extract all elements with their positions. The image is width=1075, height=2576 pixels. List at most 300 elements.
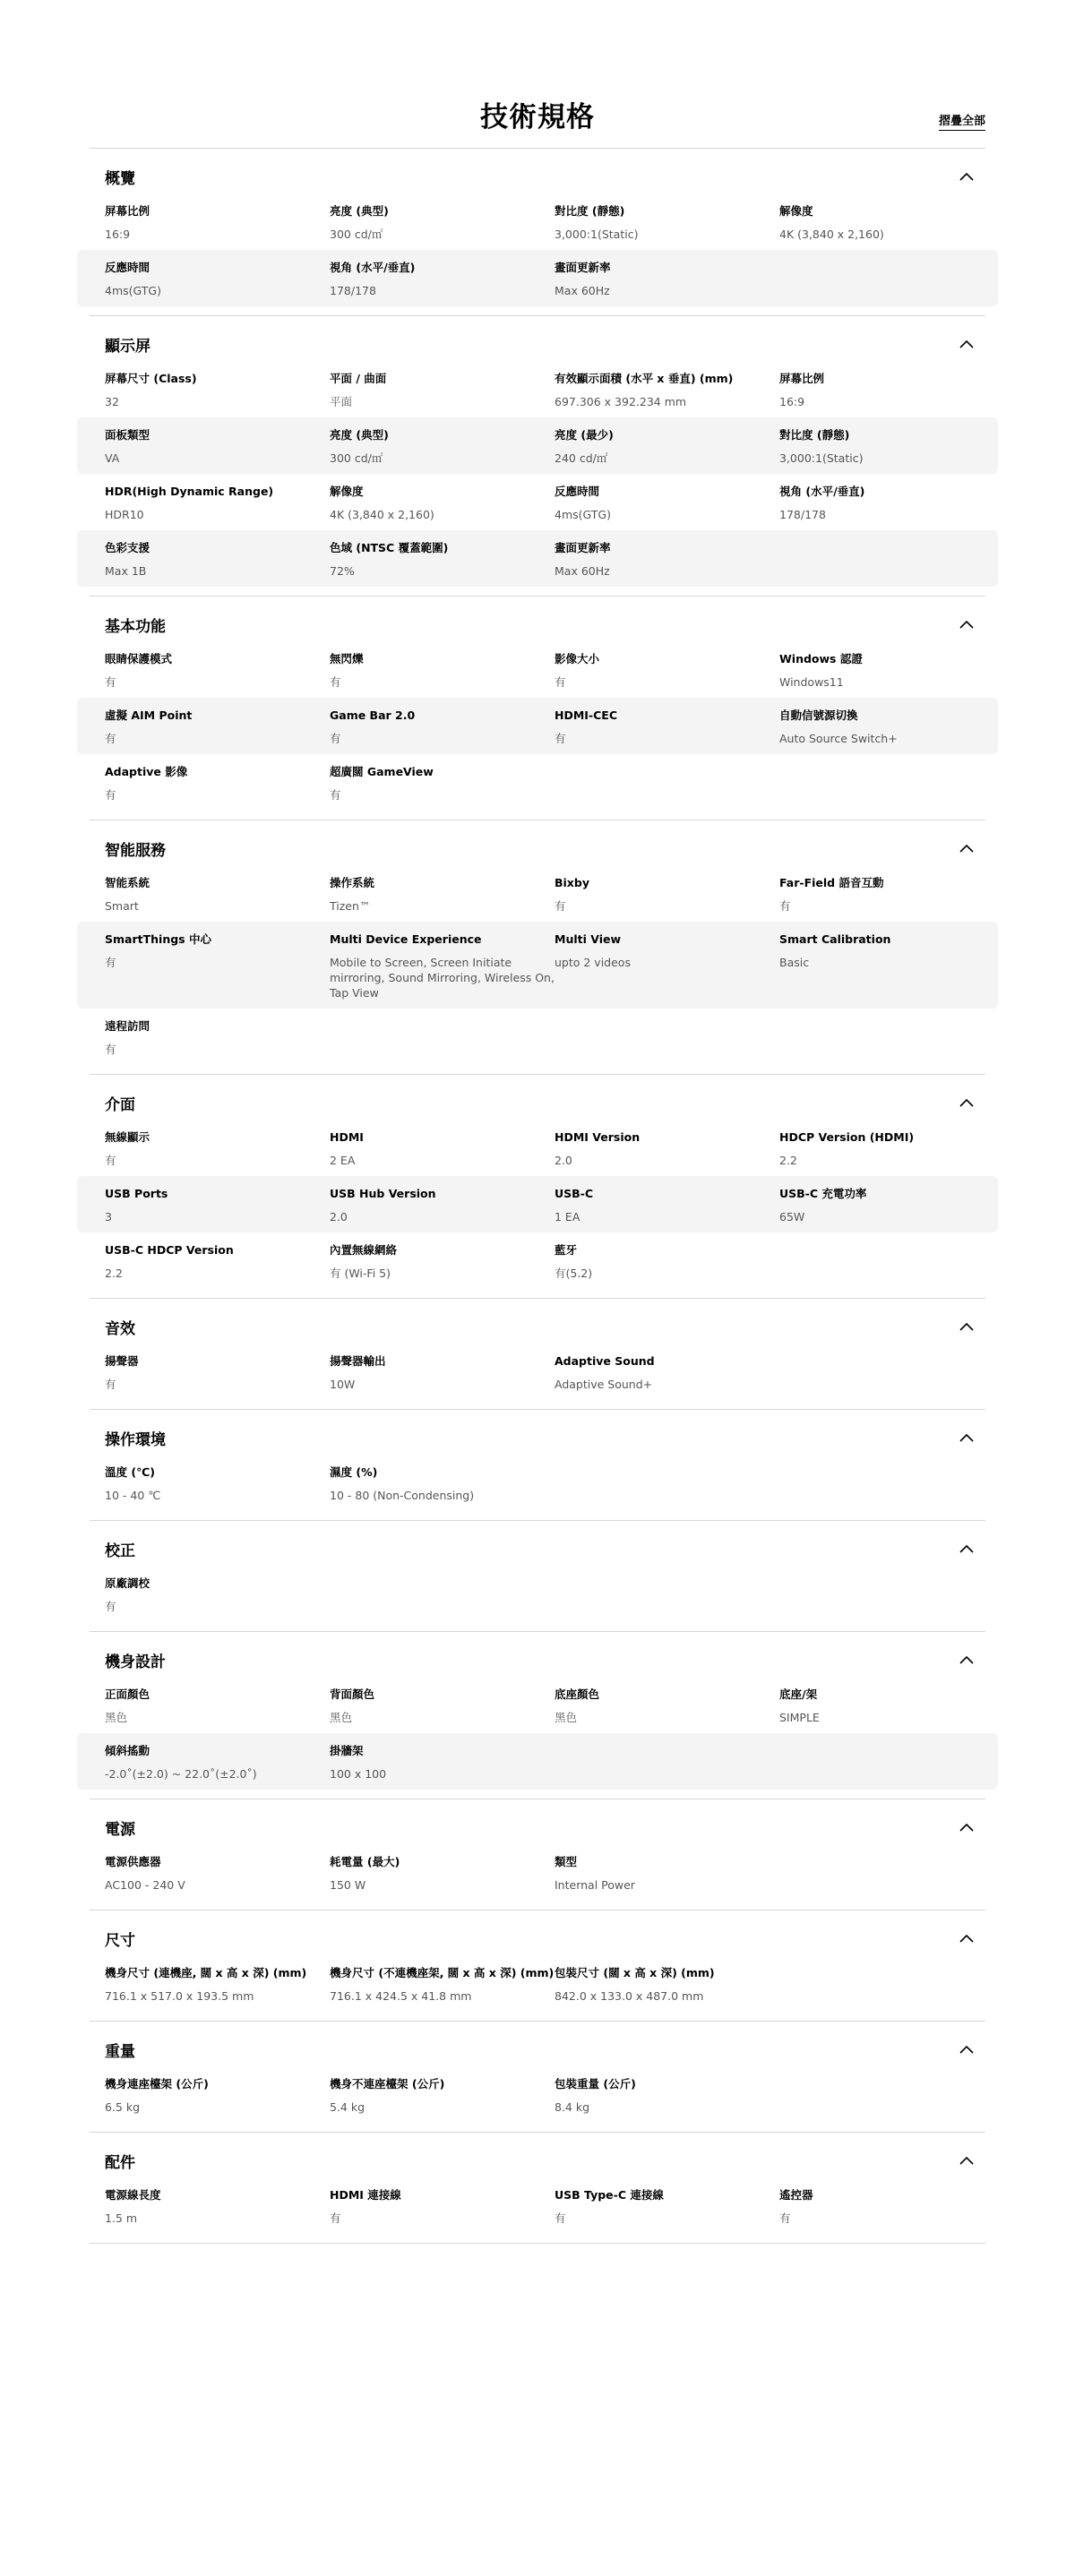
spec-value: 10 - 40 ℃ xyxy=(105,1489,161,1502)
spec-value: Tizen™ xyxy=(330,899,371,913)
spec-label: 色域 (NTSC 覆蓋範圍) xyxy=(330,541,449,554)
spec-item xyxy=(105,1242,330,1281)
section-header[interactable] xyxy=(90,607,985,641)
spec-label: 對比度 (靜態) xyxy=(779,428,850,442)
spec-label: HDCP Version (HDMI) xyxy=(779,1130,915,1144)
section-title: 操作環境 xyxy=(105,1430,166,1449)
spec-item xyxy=(105,2076,330,2115)
spec-label: 溫度 (℃) xyxy=(105,1465,155,1479)
specs-header xyxy=(90,0,985,149)
spec-label: 反應時間 xyxy=(105,261,150,274)
chevron-up-icon[interactable] xyxy=(955,613,978,636)
spec-item xyxy=(330,1129,555,1168)
spec-value: 黑色 xyxy=(555,1711,578,1724)
spec-label: 正面顏色 xyxy=(105,1687,150,1701)
chevron-up-icon[interactable] xyxy=(955,2149,978,2172)
spec-section-dimensions xyxy=(90,1921,985,2022)
spec-value: AC100 - 240 V xyxy=(105,1878,185,1892)
spec-item xyxy=(105,1965,330,2004)
section-header[interactable] xyxy=(90,1643,985,1677)
spec-value: 有 xyxy=(105,1600,116,1613)
spec-label: 無閃爍 xyxy=(330,652,364,665)
spec-label: Adaptive Sound xyxy=(555,1354,655,1368)
spec-label: 畫面更新率 xyxy=(555,261,611,274)
spec-item xyxy=(330,651,555,690)
spec-label: 超廣闊 GameView xyxy=(330,765,434,778)
spec-item xyxy=(330,708,555,746)
spec-value: 有 xyxy=(105,956,116,969)
chevron-up-icon[interactable] xyxy=(955,165,978,188)
spec-label: 揚聲器輸出 xyxy=(330,1354,386,1368)
spec-item xyxy=(330,932,555,1000)
spec-label: 無線顯示 xyxy=(105,1130,150,1144)
spec-value: 72% xyxy=(330,564,355,578)
spec-item xyxy=(105,427,330,466)
spec-value: Max 60Hz xyxy=(555,284,610,297)
spec-value: 有 xyxy=(330,732,341,745)
spec-value: 697.306 x 392.234 mm xyxy=(555,395,687,408)
spec-item xyxy=(779,203,970,242)
spec-value: 黑色 xyxy=(105,1711,128,1724)
spec-value: 2.0 xyxy=(555,1154,572,1167)
spec-value: 842.0 x 133.0 x 487.0 mm xyxy=(555,1989,704,2003)
section-title: 介面 xyxy=(105,1095,135,1114)
spec-label: 眼睛保護模式 xyxy=(105,652,173,665)
spec-label: 掛牆架 xyxy=(330,1744,364,1757)
spec-section-interface xyxy=(90,1086,985,1299)
spec-value: 有 xyxy=(555,732,566,745)
spec-item xyxy=(330,260,555,298)
spec-value: 178/178 xyxy=(330,284,376,297)
spec-row xyxy=(90,865,985,922)
spec-value: 300 cd/㎡ xyxy=(330,451,383,465)
spec-label: Multi View xyxy=(555,932,621,946)
spec-label: USB Hub Version xyxy=(330,1187,436,1200)
section-header[interactable] xyxy=(90,1921,985,1955)
spec-label: 屏幕比例 xyxy=(105,204,150,218)
spec-value: 有 xyxy=(105,675,116,689)
chevron-up-icon[interactable] xyxy=(955,1537,978,1560)
spec-section-audio xyxy=(90,1309,985,1410)
spec-label: 傾斜搖動 xyxy=(105,1744,150,1757)
spec-rows xyxy=(90,2177,985,2243)
spec-item xyxy=(779,1687,970,1725)
spec-label: 包裝尺寸 (闊 x 高 x 深) (mm) xyxy=(555,1966,715,1979)
section-header[interactable] xyxy=(90,327,985,361)
spec-value: 4K (3,840 x 2,160) xyxy=(779,228,884,241)
spec-value: Smart xyxy=(105,899,139,913)
spec-label: HDMI Version xyxy=(555,1130,641,1144)
section-title: 校正 xyxy=(105,1541,135,1560)
spec-item xyxy=(555,203,779,242)
spec-value: 有 xyxy=(779,2211,791,2225)
spec-value: 4K (3,840 x 2,160) xyxy=(330,508,434,521)
spec-label: 原廠調校 xyxy=(105,1576,150,1590)
spec-value: 4ms(GTG) xyxy=(555,508,611,521)
spec-value: 黑色 xyxy=(330,1711,353,1724)
section-header[interactable] xyxy=(90,1309,985,1344)
spec-section-overview xyxy=(90,159,985,316)
spec-value: 有 xyxy=(330,675,341,689)
spec-rows xyxy=(90,641,985,820)
spec-item xyxy=(555,1242,970,1281)
spec-item xyxy=(105,260,330,298)
spec-label: USB Type-C 連接線 xyxy=(555,2188,664,2202)
spec-item xyxy=(105,1018,970,1057)
spec-label: 自動信號源切換 xyxy=(779,708,858,722)
spec-value: 100 x 100 xyxy=(330,1767,387,1781)
spec-item xyxy=(330,484,555,522)
spec-item xyxy=(555,1353,970,1392)
spec-label: 耗電量 (最大) xyxy=(330,1855,400,1868)
spec-item xyxy=(330,540,555,579)
spec-value: 5.4 kg xyxy=(330,2100,366,2114)
spec-label: 內置無線網絡 xyxy=(330,1243,398,1257)
spec-rows xyxy=(90,2066,985,2132)
spec-row xyxy=(90,1955,985,2012)
spec-row xyxy=(77,1176,998,1232)
spec-row xyxy=(90,1677,985,1733)
spec-item xyxy=(555,1129,779,1168)
spec-value: Max 1B xyxy=(105,564,147,578)
spec-row xyxy=(90,1344,985,1400)
spec-row xyxy=(77,1733,998,1790)
spec-label: 機身尺寸 (不連機座架, 闊 x 高 x 深) (mm) xyxy=(330,1966,555,1979)
spec-item xyxy=(779,2187,970,2226)
chevron-up-icon[interactable] xyxy=(955,1927,978,1950)
section-header[interactable] xyxy=(90,2143,985,2177)
spec-item xyxy=(105,1464,330,1503)
spec-value: 178/178 xyxy=(779,508,826,521)
section-title: 基本功能 xyxy=(105,617,166,636)
spec-value: Max 60Hz xyxy=(555,564,610,578)
spec-label: 機身連座檯架 (公斤) xyxy=(105,2077,209,2091)
spec-item xyxy=(105,651,330,690)
spec-label: HDMI-CEC xyxy=(555,708,618,722)
spec-label: 類型 xyxy=(555,1855,578,1868)
spec-label: 揚聲器 xyxy=(105,1354,139,1368)
spec-value: 有 xyxy=(779,899,791,913)
section-header[interactable] xyxy=(90,831,985,865)
spec-label: 解像度 xyxy=(779,204,813,218)
spec-label: 對比度 (靜態) xyxy=(555,204,625,218)
section-header[interactable] xyxy=(90,1532,985,1566)
spec-item xyxy=(330,875,555,914)
spec-row xyxy=(77,922,998,1009)
spec-value: 32 xyxy=(105,395,119,408)
spec-section-calibration xyxy=(90,1532,985,1632)
spec-value: SIMPLE xyxy=(779,1711,820,1724)
spec-label: 屏幕尺寸 (Class) xyxy=(105,372,197,385)
spec-item xyxy=(105,371,330,409)
spec-item xyxy=(555,651,779,690)
spec-value: 2.2 xyxy=(779,1154,797,1167)
section-header[interactable] xyxy=(90,1810,985,1844)
spec-label: Multi Device Experience xyxy=(330,932,482,946)
spec-label: 反應時間 xyxy=(555,485,600,498)
spec-value: 16:9 xyxy=(779,395,805,408)
spec-item xyxy=(105,1353,330,1392)
spec-value: -2.0˚(±2.0) ~ 22.0˚(±2.0˚) xyxy=(105,1767,257,1781)
spec-value: 240 cd/㎡ xyxy=(555,451,608,465)
section-title: 智能服務 xyxy=(105,841,166,860)
spec-value: 有 (Wi-Fi 5) xyxy=(330,1267,391,1280)
spec-value: 10 - 80 (Non-Condensing) xyxy=(330,1489,475,1502)
spec-row xyxy=(90,1844,985,1901)
spec-row xyxy=(90,1232,985,1289)
spec-item xyxy=(105,1129,330,1168)
spec-item xyxy=(105,1576,970,1614)
spec-value: 2.0 xyxy=(330,1210,348,1224)
spec-label: 面板類型 xyxy=(105,428,150,442)
spec-rows xyxy=(90,1344,985,1409)
spec-label: 電源供應器 xyxy=(105,1855,161,1868)
spec-label: 解像度 xyxy=(330,485,364,498)
spec-value: Mobile to Screen, Screen Initiate mirroring, Sound Mirroring, Wireless On, Tap View xyxy=(330,956,555,1000)
spec-value: 有(5.2) xyxy=(555,1267,593,1280)
spec-value: 65W xyxy=(779,1210,805,1224)
spec-item xyxy=(330,427,555,466)
spec-label: 虛擬 AIM Point xyxy=(105,708,193,722)
spec-item xyxy=(555,932,779,1000)
spec-value: 有 xyxy=(105,1154,116,1167)
spec-label: Bixby xyxy=(555,876,589,889)
spec-row xyxy=(90,193,985,250)
section-header[interactable] xyxy=(90,1421,985,1455)
spec-row xyxy=(90,1120,985,1176)
spec-row xyxy=(90,1566,985,1622)
spec-item xyxy=(779,1129,970,1168)
spec-section-power xyxy=(90,1810,985,1911)
spec-row xyxy=(90,474,985,530)
spec-item xyxy=(105,1186,330,1224)
spec-value: 8.4 kg xyxy=(555,2100,590,2114)
spec-label: 底座/架 xyxy=(779,1687,818,1701)
spec-value: 平面 xyxy=(330,395,353,408)
spec-item xyxy=(105,484,330,522)
spec-item xyxy=(779,484,970,522)
spec-label: 操作系統 xyxy=(330,876,375,889)
spec-row xyxy=(90,754,985,811)
section-title: 重量 xyxy=(105,2042,135,2061)
spec-item xyxy=(555,260,970,298)
spec-value: Internal Power xyxy=(555,1878,635,1892)
chevron-up-icon[interactable] xyxy=(955,2038,978,2061)
spec-rows xyxy=(90,1677,985,1799)
spec-section-design xyxy=(90,1643,985,1799)
spec-label: 遙控器 xyxy=(779,2188,813,2202)
section-title: 電源 xyxy=(105,1820,135,1839)
spec-item xyxy=(330,1854,555,1893)
page-title: 技術規格 xyxy=(480,101,595,133)
spec-rows xyxy=(90,865,985,1074)
spec-item xyxy=(555,1186,779,1224)
spec-label: Adaptive 影像 xyxy=(105,765,188,778)
spec-label: 視角 (水平/垂直) xyxy=(779,485,865,498)
spec-item xyxy=(330,371,555,409)
spec-label: Game Bar 2.0 xyxy=(330,708,416,722)
spec-label: Smart Calibration xyxy=(779,932,891,946)
spec-label: 藍牙 xyxy=(555,1243,578,1257)
spec-value: 1 EA xyxy=(555,1210,580,1224)
chevron-up-icon[interactable] xyxy=(955,1816,978,1839)
chevron-up-icon[interactable] xyxy=(955,1315,978,1338)
spec-value: Auto Source Switch+ xyxy=(779,732,898,745)
spec-item xyxy=(330,764,970,803)
spec-label: 包裝重量 (公斤) xyxy=(555,2077,636,2091)
spec-rows xyxy=(90,1844,985,1910)
spec-value: 10W xyxy=(330,1378,356,1391)
section-title: 尺寸 xyxy=(105,1931,135,1950)
spec-label: HDMI xyxy=(330,1130,364,1144)
spec-item xyxy=(779,875,970,914)
spec-rows xyxy=(90,361,985,596)
spec-value: 有 xyxy=(105,788,116,802)
spec-label: 遠程訪問 xyxy=(105,1019,150,1033)
spec-value: 有 xyxy=(105,1378,116,1391)
spec-row xyxy=(90,1009,985,1065)
spec-item xyxy=(105,708,330,746)
spec-label: SmartThings 中心 xyxy=(105,932,211,946)
spec-label: 色彩支援 xyxy=(105,541,150,554)
spec-value: VA xyxy=(105,451,120,465)
spec-label: 屏幕比例 xyxy=(779,372,825,385)
spec-label: 視角 (水平/垂直) xyxy=(330,261,416,274)
spec-value: HDR10 xyxy=(105,508,144,521)
spec-sections xyxy=(0,159,1075,2244)
spec-section-basic-features xyxy=(90,607,985,820)
chevron-up-icon[interactable] xyxy=(955,332,978,356)
spec-section-display xyxy=(90,327,985,597)
spec-label: 亮度 (典型) xyxy=(330,428,389,442)
spec-item xyxy=(555,427,779,466)
spec-label: 機身尺寸 (連機座, 闊 x 高 x 深) (mm) xyxy=(105,1966,307,1979)
spec-row xyxy=(77,698,998,754)
spec-label: 濕度 (%) xyxy=(330,1465,378,1479)
section-header[interactable] xyxy=(90,2032,985,2066)
spec-value: Basic xyxy=(779,956,810,969)
section-title: 機身設計 xyxy=(105,1653,166,1671)
spec-item xyxy=(330,1743,970,1782)
spec-value: 16:9 xyxy=(105,228,131,241)
spec-value: 有 xyxy=(555,2211,566,2225)
spec-item xyxy=(105,932,330,1000)
spec-label: USB-C xyxy=(555,1187,594,1200)
chevron-up-icon[interactable] xyxy=(955,837,978,860)
spec-label: 電源線長度 xyxy=(105,2188,161,2202)
spec-item xyxy=(330,2076,555,2115)
spec-label: 有效顯示面積 (水平 x 垂直) (mm) xyxy=(555,372,734,385)
spec-rows xyxy=(90,193,985,315)
spec-item xyxy=(105,764,330,803)
spec-value: upto 2 videos xyxy=(555,956,631,969)
spec-label: Far-Field 語音互動 xyxy=(779,876,884,889)
spec-label: 機身不連座檯架 (公斤) xyxy=(330,2077,445,2091)
spec-value: 2.2 xyxy=(105,1267,123,1280)
spec-value: 716.1 x 424.5 x 41.8 mm xyxy=(330,1989,472,2003)
spec-item xyxy=(555,540,970,579)
spec-value: 3,000:1(Static) xyxy=(555,228,639,241)
spec-row xyxy=(90,361,985,417)
spec-label: USB-C HDCP Version xyxy=(105,1243,234,1257)
spec-section-operating-environment xyxy=(90,1421,985,1521)
spec-item xyxy=(330,1353,555,1392)
spec-item xyxy=(330,1965,555,2004)
spec-rows xyxy=(90,1455,985,1520)
spec-label: Windows 認證 xyxy=(779,652,863,665)
spec-rows xyxy=(90,1566,985,1631)
spec-section-weight xyxy=(90,2032,985,2133)
spec-item xyxy=(105,1743,330,1782)
spec-item xyxy=(555,708,779,746)
spec-label: HDR(High Dynamic Range) xyxy=(105,485,274,498)
spec-item xyxy=(555,875,779,914)
spec-item xyxy=(330,1687,555,1725)
spec-value: 有 xyxy=(555,899,566,913)
spec-item xyxy=(779,427,970,466)
spec-label: USB-C 充電功率 xyxy=(779,1187,867,1200)
spec-item xyxy=(105,540,330,579)
spec-label: HDMI 連接線 xyxy=(330,2188,401,2202)
spec-item xyxy=(555,1687,779,1725)
spec-section-smart-service xyxy=(90,831,985,1075)
spec-label: 影像大小 xyxy=(555,652,600,665)
spec-value: 有 xyxy=(330,2211,341,2225)
spec-item xyxy=(555,371,779,409)
chevron-up-icon[interactable] xyxy=(955,1426,978,1449)
spec-item xyxy=(330,1242,555,1281)
spec-item xyxy=(330,1464,970,1503)
chevron-up-icon[interactable] xyxy=(955,1091,978,1114)
section-title: 概覽 xyxy=(105,169,135,188)
section-header[interactable] xyxy=(90,159,985,193)
spec-row xyxy=(90,2066,985,2123)
spec-value: 716.1 x 517.0 x 193.5 mm xyxy=(105,1989,254,2003)
section-header[interactable] xyxy=(90,1086,985,1120)
spec-row xyxy=(77,530,998,587)
chevron-up-icon[interactable] xyxy=(955,1648,978,1671)
spec-value: 有 xyxy=(105,732,116,745)
spec-item xyxy=(555,1965,970,2004)
spec-item xyxy=(779,708,970,746)
spec-value: Adaptive Sound+ xyxy=(555,1378,653,1391)
spec-value: 150 W xyxy=(330,1878,366,1892)
section-title: 音效 xyxy=(105,1319,135,1338)
spec-value: 2 EA xyxy=(330,1154,356,1167)
spec-item xyxy=(779,1186,970,1224)
spec-row xyxy=(90,2177,985,2234)
spec-item xyxy=(330,203,555,242)
spec-row xyxy=(90,1455,985,1511)
spec-item xyxy=(555,2076,970,2115)
spec-label: 背面顏色 xyxy=(330,1687,375,1701)
spec-item xyxy=(105,2187,330,2226)
collapse-all-link[interactable]: 摺疊全部 xyxy=(939,111,985,131)
spec-item xyxy=(105,203,330,242)
spec-section-accessories xyxy=(90,2143,985,2244)
spec-label: 畫面更新率 xyxy=(555,541,611,554)
spec-value: 300 cd/㎡ xyxy=(330,228,383,241)
spec-item xyxy=(105,1854,330,1893)
spec-rows xyxy=(90,1955,985,2021)
spec-item xyxy=(105,1687,330,1725)
spec-label: 亮度 (最少) xyxy=(555,428,614,442)
spec-value: 有 xyxy=(105,1043,116,1056)
spec-label: 平面 / 曲面 xyxy=(330,372,387,385)
spec-item xyxy=(330,1186,555,1224)
spec-value: 4ms(GTG) xyxy=(105,284,161,297)
spec-value: 3,000:1(Static) xyxy=(779,451,864,465)
